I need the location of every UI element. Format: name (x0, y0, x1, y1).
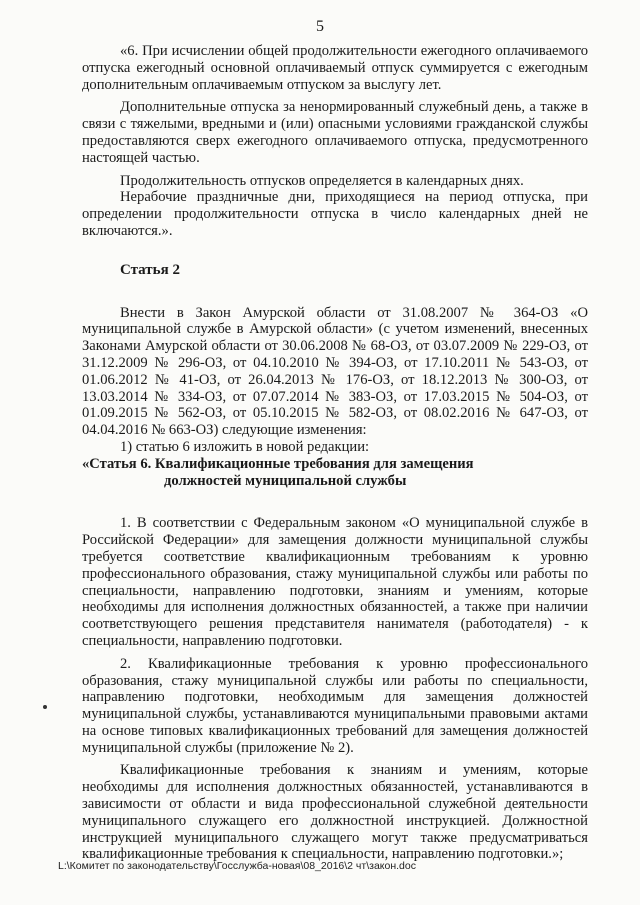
article-heading: Статья 2 (120, 261, 180, 278)
subheading-article-6-line2: должностей муниципальной службы (164, 472, 407, 489)
subheading-article-6-line1: «Статья 6. Квалификационные требования для замещения (82, 455, 474, 472)
page-number: 5 (316, 18, 324, 35)
document-body (82, 43, 588, 863)
paragraph-additional-leave: Дополнительные отпуска за ненормированный служебный день, а также в связи с тяжелыми, вредными и (или) опасными условиями гражданской службы предоставляются сверх ежегодного оплачиваемого отпуска, предусмотренного настоящей частью. (82, 99, 588, 166)
paragraph-part-6: «6. При исчислении общей продолжительности ежегодного оплачиваемого отпуска ежегодный основной оплачиваемый отпуск суммируется с ежегодным дополнительным оплачиваемым отпуском за выслугу лет. (82, 43, 588, 93)
paragraph-clause-1: 1. В соответствии с Федеральным законом «О муниципальной службе в Российской Федерации» для замещения должности муниципальной службы требуется соответствие квалификационным требованиям к уровню профессионального образования, стажу муниципальной службы или работы по специальности, направлению подготовки, знаниям и умениям, которые необходимы для исполнения должностных обязанностей, а также при наличии соответствующего решения представителя нанимателя (работодателя) - к специальности, направлению подготовки. (82, 515, 588, 649)
paragraph-knowledge-skills: Квалификационные требования к знаниям и умениям, которые необходимы для исполнения должностных обязанностей, устанавливаются в зависимости от области и вида профессиональной служебной деятельности муниципального служащего его должностной инструкцией. Должностной инструкцией муниципального служащего могут также предусматриваться квалификационные требования к специальности, направлению подготовки.»; (82, 762, 588, 863)
scan-speck (43, 705, 47, 709)
paragraph-article-6-instruction: 1) статью 6 изложить в новой редакции: (120, 438, 370, 455)
paragraph-amendments-intro: Внести в Закон Амурской области от 31.08.2007 № 364-ОЗ «О муниципальной службе в Амурской области» (с учетом изменений, внесенных Законами Амурской области от 30.06.2008 № 68-ОЗ, от 03.07.2009 № 229-ОЗ, от 31.12.2009 № 296-ОЗ, от 04.10.2010 № 394-ОЗ, от 17.10.2011 № 543-ОЗ, от 01.06.2012 № 41-ОЗ, от 26.04.2013 № 176-ОЗ, от 18.12.2013 № 300-ОЗ, от 13.03.2014 № 334-ОЗ, от 07.07.2014 № 383-ОЗ, от 17.03.2015 № 504-ОЗ, от 01.09.2015 № 562-ОЗ, от 05.10.2015 № 582-ОЗ, от 08.02.2016 № 647-ОЗ, от 04.04.2016 № 663-ОЗ) следующие изменения: (82, 304, 588, 439)
paragraph-clause-2: 2. Квалификационные требования к уровню профессионального образования, стажу муниципальной службы или работы по специальности, направлению подготовки, необходимым для замещения должностей муниципальной службы, устанавливаются муниципальными правовыми актами на основе типовых квалификационных требований для замещения должностей муниципальной службы (приложение № 2). (82, 655, 588, 756)
paragraph-holidays: Нерабочие праздничные дни, приходящиеся на период отпуска, при определении продолжительности отпуска в число календарных дней не включаются.». (82, 189, 588, 239)
footer-file-path: L:\Комитет по законодательству\Госслужба-новая\08_2016\2 чт\закон.doc (58, 860, 416, 872)
paragraph-calendar-days: Продолжительность отпусков определяется в календарных днях. (120, 172, 524, 189)
